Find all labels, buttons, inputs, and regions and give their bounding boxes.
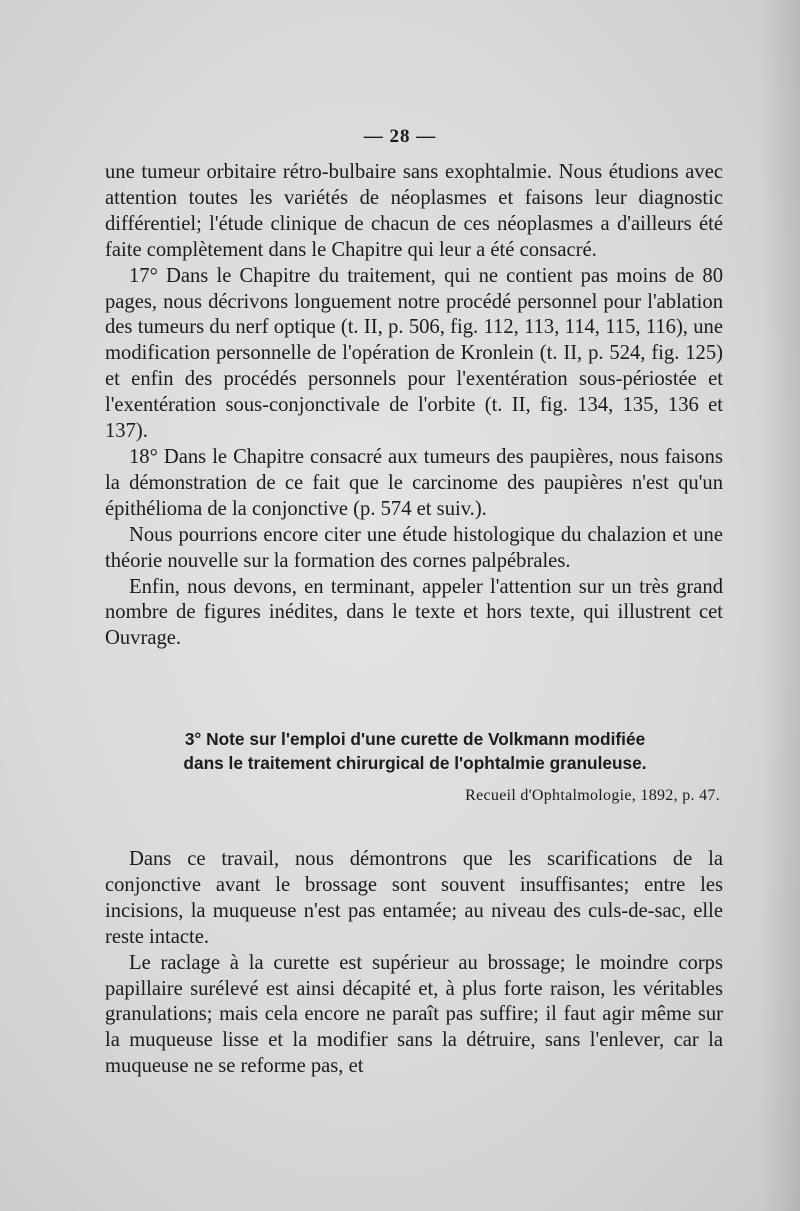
paragraph-conclusion: Enfin, nous devons, en terminant, appeler l'attention sur un très grand nombre de figures inédites, dans le texte et hors texte, qui illustrent cet Ouvrage. (105, 575, 723, 650)
page-number: — 28 — (363, 126, 437, 147)
top-text-block (105, 160, 723, 652)
paragraph-raclage: Le raclage à la curette est supérieur au brossage; le moindre corps papillaire surélevé est ainsi décapité et, à plus forte raison, les véritables granulations; mais cela encore ne paraît pas suffire; il faut agir même sur la muqueuse lisse et la modifier sans la détruire, sans l'enlever, car la muqueuse ne se reforme pas, et (105, 951, 723, 1078)
paragraph-continuation: une tumeur orbitaire rétro-bulbaire sans exophtalmie. Nous étudions avec attention toutes les variétés de néoplasmes et faisons leur diagnostic différentiel; l'étude clinique de chacun de ces néoplasmes a d'ailleurs été faite complètement dans le Chapitre qui leur a été consacré. (105, 161, 723, 261)
section-reference: Recueil d'Ophtalmologie, 1892, p. 47. (465, 787, 720, 804)
paragraph-item-18: 18° Dans le Chapitre consacré aux tumeurs des paupières, nous faisons la démonstration de ce fait que le carcinome des paupières n'est qu'un épithélioma de la conjonctive (p. 574 et suiv.). (105, 445, 723, 520)
section-title-line-1: 3° Note sur l'emploi d'une curette de Volkmann modifiée (184, 729, 646, 749)
paragraph-histology: Nous pourrions encore citer une étude histologique du chalazion et une théorie nouvelle sur la formation des cornes palpébrales. (105, 523, 723, 572)
page-edge-shadow (760, 0, 800, 1211)
section-title-line-2: dans le traitement chirurgical de l'ophtalmie granuleuse. (183, 753, 647, 773)
paragraph-scarifications: Dans ce travail, nous démontrons que les scarifications de la conjonctive avant le brossage sont souvent insuffisantes; entre les incisions, la muqueuse n'est pas entamée; au niveau des culs-de-sac, elle reste intacte. (105, 848, 723, 948)
paragraph-item-17: 17° Dans le Chapitre du traitement, qui ne contient pas moins de 80 pages, nous décrivons longuement notre procédé personnel pour l'ablation des tumeurs du nerf optique (t. II, p. 506, fig. 112, 113, 114, 115, 116), une modification personnelle de l'opération de Kronlein (t. II, p. 524, fig. 125) et enfin des procédés personnels pour l'exentération sous-périostée et l'exentération sous-conjonctivale de l'orbite (t. II, fig. 134, 135, 136 et 137). (105, 264, 723, 443)
section-title (120, 727, 710, 775)
bottom-text-block (105, 847, 723, 1080)
